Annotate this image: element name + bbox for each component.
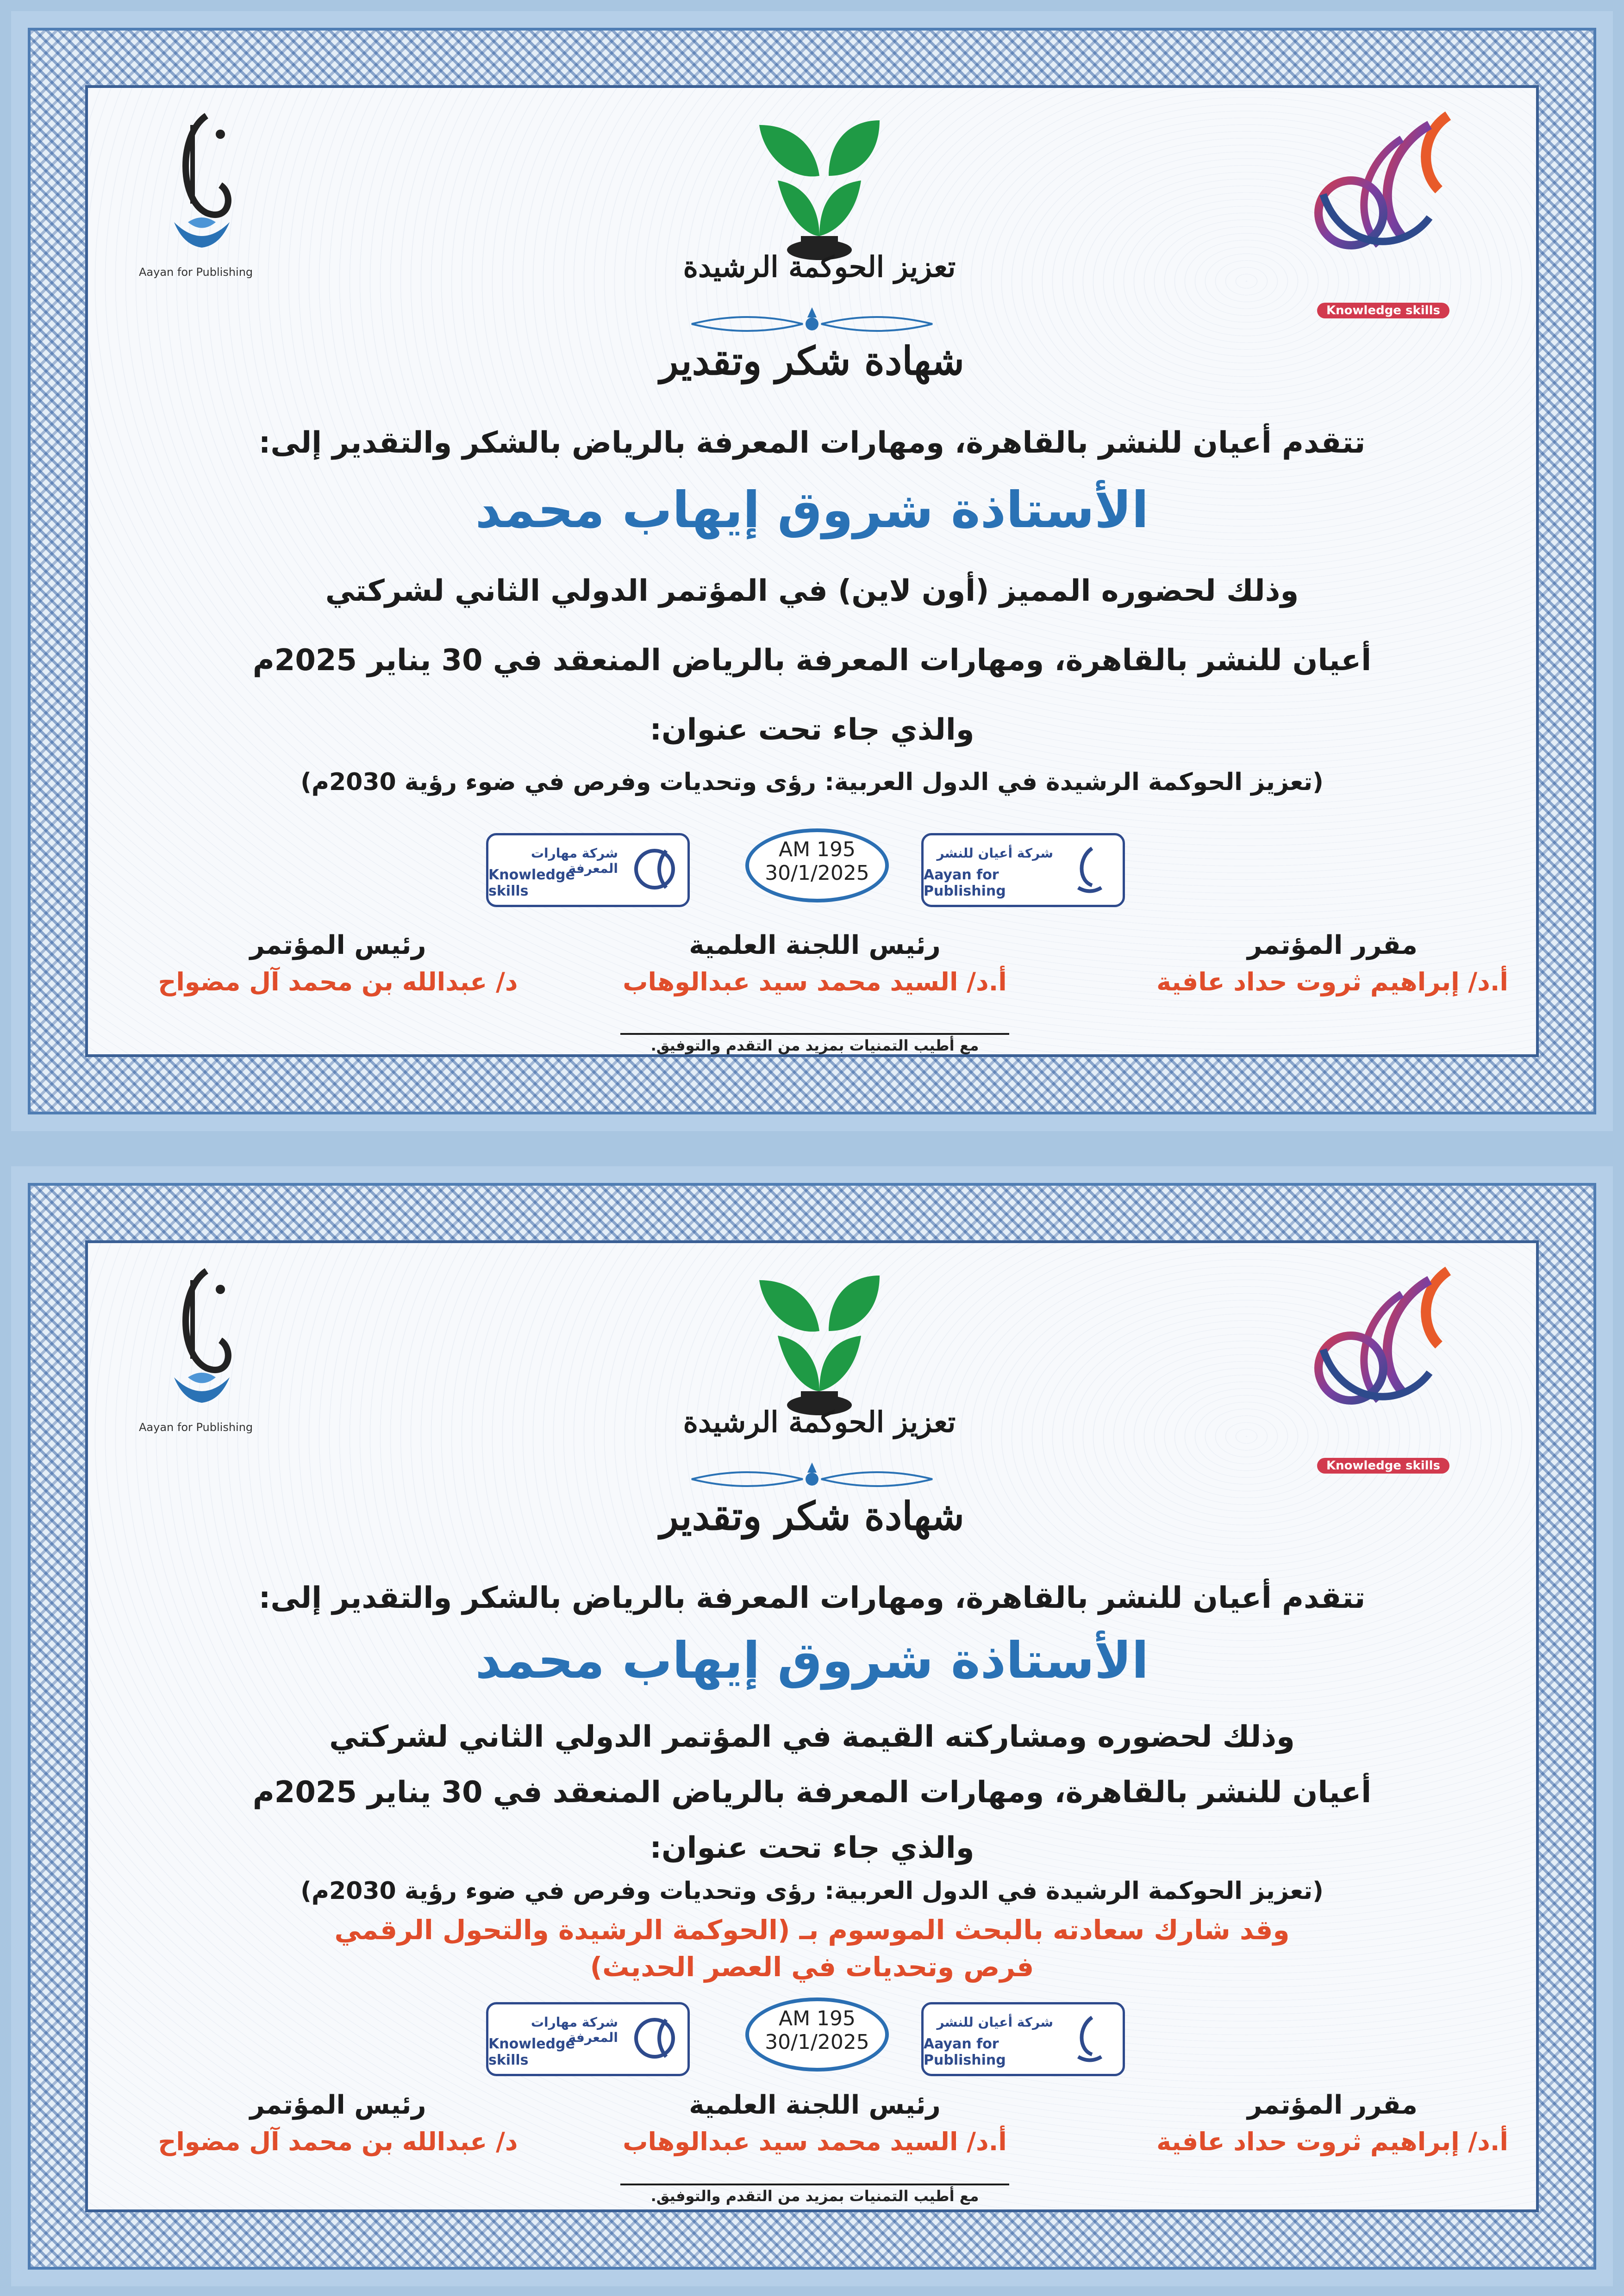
knowledge-skills-logo-icon — [1281, 1252, 1485, 1456]
signatory-2-name: أ.د/ السيد محمد سيد عبدالوهاب — [623, 2127, 1007, 2156]
knowledge-badge-english: Knowledge skills — [488, 867, 575, 899]
intro-line: تتقدم أعيان للنشر بالقاهرة، ومهارات المعرفة بالرياض بالشكر والتقدير إلى: — [258, 426, 1366, 460]
conference-topic: (تعزيز الحوكمة الرشيدة في الدول العربية: رؤى وتحديات وفرص في ضوء رؤية 2030م) — [300, 768, 1324, 796]
knowledge-skills-caption: Knowledge skills — [1317, 303, 1449, 318]
knowledge-badge-arabic: شركة مهارات المعرفة — [531, 846, 618, 876]
body-line-1: وذلك لحضوره ومشاركته القيمة في المؤتمر الدولي الثاني لشركتي — [329, 1720, 1295, 1754]
knowledge-skills-logo — [1281, 1252, 1485, 1474]
footer-text: مع أطيب التمنيات بمزيد من التقدم والتوفيق. — [650, 1037, 979, 1054]
aayan-badge — [921, 2002, 1125, 2076]
signatory-3-role: رئيس المؤتمر — [250, 930, 426, 960]
knowledge-skills-badge — [486, 833, 690, 907]
stamp-number: AM 195 — [778, 2007, 856, 2030]
aayan-logo — [139, 1262, 253, 1434]
signatory-3-role: رئيس المؤتمر — [250, 2090, 426, 2120]
aayan-badge-arabic: شركة أعيان للنشر — [937, 2015, 1053, 2030]
certificate-title: شهادة شكر وتقدير — [660, 338, 964, 384]
body-line-2: أعيان للنشر بالقاهرة، ومهارات المعرفة بالرياض المنعقد في 30 يناير 2025م — [252, 643, 1372, 678]
conference-topic: (تعزيز الحوكمة الرشيدة في الدول العربية: رؤى وتحديات وفرص في ضوء رؤية 2030م) — [300, 1877, 1324, 1905]
conference-logo-text: تعزيز الحوكمة الرشيدة — [683, 1405, 956, 1439]
certificate-paper — [85, 1240, 1539, 2212]
knowledge-skills-caption: Knowledge skills — [1317, 1458, 1449, 1474]
signatory-1-name: أ.د/ إبراهيم ثروت حداد عافية — [1156, 2127, 1508, 2156]
body-line-2: أعيان للنشر بالقاهرة، ومهارات المعرفة بالرياض المنعقد في 30 يناير 2025م — [252, 1775, 1372, 1810]
knowledge-skills-logo — [1281, 97, 1485, 318]
governance-emblem — [671, 97, 968, 305]
aayan-mark-icon — [1064, 844, 1115, 895]
ornament-divider-icon — [682, 305, 942, 342]
knowledge-skills-mark-icon — [629, 844, 680, 895]
footer-text: مع أطيب التمنيات بمزيد من التقدم والتوفيق. — [650, 2187, 979, 2205]
aayan-mark-icon — [1064, 2013, 1115, 2064]
reference-stamp — [745, 1997, 889, 2072]
signatory-1-name: أ.د/ إبراهيم ثروت حداد عافية — [1156, 967, 1508, 996]
body-line-3: والذي جاء تحت عنوان: — [650, 1831, 974, 1865]
knowledge-skills-logo-icon — [1281, 97, 1485, 301]
recipient-name: الأستاذة شروق إيهاب محمد — [475, 481, 1149, 539]
stamp-date: 30/1/2025 — [765, 2030, 869, 2054]
certificate-2 — [11, 1166, 1613, 2286]
stamp-date: 30/1/2025 — [765, 861, 869, 885]
signatory-3-name: د/ عبدالله بن محمد آل مضواح — [158, 967, 518, 996]
footer-line — [620, 1033, 1009, 1035]
signatory-1-role: مقرر المؤتمر — [1247, 2090, 1418, 2120]
knowledge-skills-badge — [486, 2002, 690, 2076]
aayan-badge-english: Aayan for Publishing — [924, 2036, 1006, 2068]
aayan-badge-arabic: شركة أعيان للنشر — [937, 846, 1053, 861]
reference-stamp — [745, 828, 889, 902]
signatory-2-name: أ.د/ السيد محمد سيد عبدالوهاب — [623, 967, 1007, 996]
aayan-logo-icon — [151, 1262, 253, 1419]
signatory-1-role: مقرر المؤتمر — [1247, 930, 1418, 960]
aayan-logo-caption: Aayan for Publishing — [139, 1421, 253, 1434]
signatory-2-role: رئيس اللجنة العلمية — [689, 2090, 941, 2120]
research-line-2: فرص وتحديات في العصر الحديث) — [590, 1951, 1034, 1983]
signatory-3-name: د/ عبدالله بن محمد آل مضواح — [158, 2127, 518, 2156]
stamp-number: AM 195 — [778, 838, 856, 861]
research-line-1: وقد شارك سعادته بالبحث الموسوم بـ (الحوكمة الرشيدة والتحول الرقمي — [334, 1914, 1290, 1946]
aayan-badge-english: Aayan for Publishing — [924, 867, 1006, 899]
knowledge-badge-arabic: شركة مهارات المعرفة — [531, 2015, 618, 2045]
aayan-logo — [139, 106, 253, 279]
certificate-title: شهادة شكر وتقدير — [660, 1493, 964, 1539]
body-line-1: وذلك لحضوره المميز (أون لاين) في المؤتمر الدولي الثاني لشركتي — [325, 574, 1299, 608]
aayan-logo-caption: Aayan for Publishing — [139, 266, 253, 279]
aayan-badge — [921, 833, 1125, 907]
conference-logo-text: تعزيز الحوكمة الرشيدة — [683, 250, 956, 284]
governance-emblem — [671, 1252, 968, 1461]
certificate-1 — [11, 11, 1613, 1131]
intro-line: تتقدم أعيان للنشر بالقاهرة، ومهارات المعرفة بالرياض بالشكر والتقدير إلى: — [258, 1581, 1366, 1615]
signatory-2-role: رئيس اللجنة العلمية — [689, 930, 941, 960]
certificate-paper — [85, 85, 1539, 1057]
ornament-divider-icon — [682, 1461, 942, 1498]
knowledge-badge-english: Knowledge skills — [488, 2036, 575, 2068]
recipient-name: الأستاذة شروق إيهاب محمد — [475, 1632, 1149, 1690]
aayan-logo-icon — [151, 106, 253, 264]
knowledge-skills-mark-icon — [629, 2013, 680, 2064]
footer-line — [620, 2184, 1009, 2185]
body-line-3: والذي جاء تحت عنوان: — [650, 713, 974, 747]
